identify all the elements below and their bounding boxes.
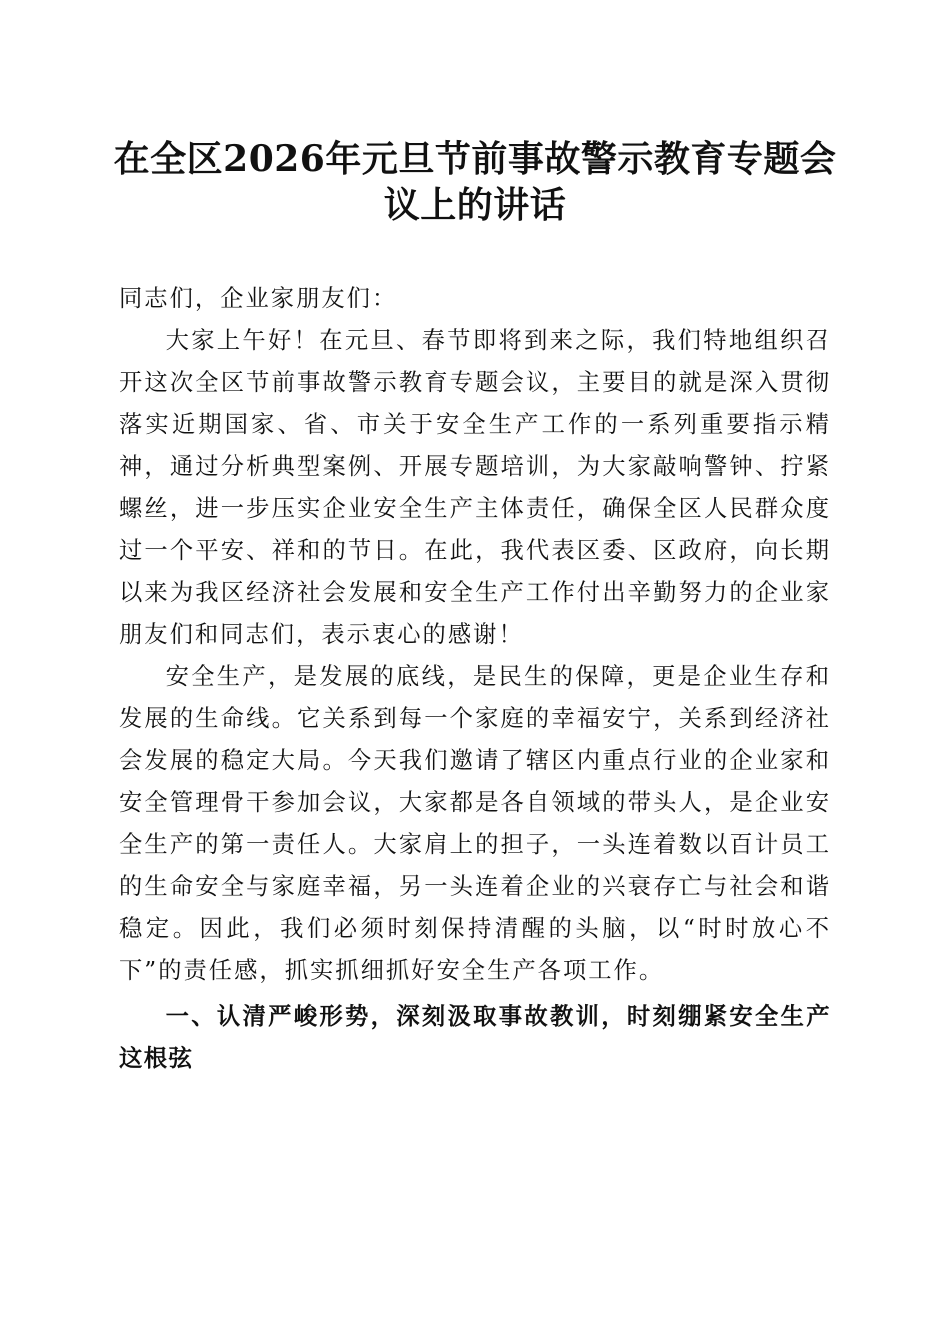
title-line-1: 在全区2026年元旦节前事故警示教育专题会 <box>113 138 837 180</box>
title-line-2: 议上的讲话 <box>383 184 567 226</box>
salutation: 同志们，企业家朋友们： <box>119 285 398 312</box>
document-body <box>119 278 831 1080</box>
paragraph-2: 安全生产，是发展的底线，是民生的保障，更是企业生存和发展的生命线。它关系到每一个家庭的幸福安宁，关系到经济社会发展的稳定大局。今天我们邀请了辖区内重点行业的企业家和安全管理骨干参加会议，大家都是各自领域的带头人，是企业安全生产的第一责任人。大家肩上的担子，一头连着数以百计员工的生命安全与家庭幸福，另一头连着企业的兴衰存亡与社会和谐稳定。因此，我们必须时刻保持清醒的头脑，以“时时放心不下”的责任感，抓实抓细抓好安全生产各项工作。 <box>119 663 831 984</box>
document-title <box>100 136 850 228</box>
section-heading-1: 一、认清严峻形势，深刻汲取事故教训，时刻绷紧安全生产这根弦 <box>119 1003 831 1072</box>
paragraph-1: 大家上午好！在元旦、春节即将到来之际，我们特地组织召开这次全区节前事故警示教育专题会议，主要目的就是深入贯彻落实近期国家、省、市关于安全生产工作的一系列重要指示精神，通过分析典型案例、开展专题培训，为大家敲响警钟、拧紧螺丝，进一步压实企业安全生产主体责任，确保全区人民群众度过一个平安、祥和的节日。在此，我代表区委、区政府，向长期以来为我区经济社会发展和安全生产工作付出辛勤努力的企业家朋友们和同志们，表示衷心的感谢！ <box>119 327 831 648</box>
